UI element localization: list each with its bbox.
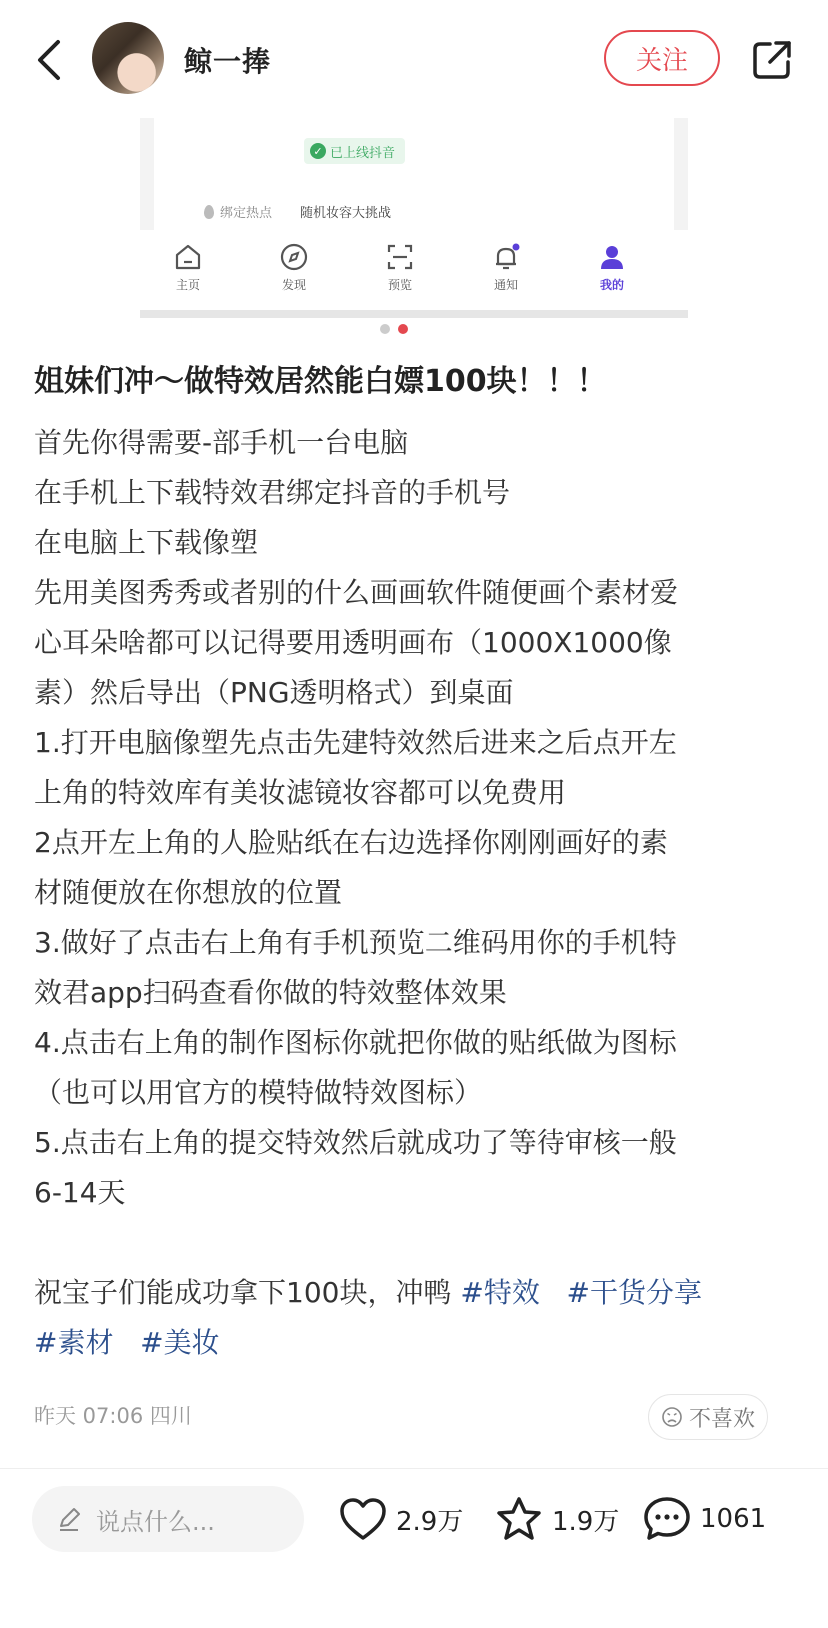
comment-input[interactable] [32,1486,304,1552]
follow-button[interactable]: 关注 [604,30,720,86]
body-line: 素）然后导出（PNG透明格式）到桌面 [34,676,514,709]
scan-icon [385,242,415,272]
flame-icon [204,205,214,219]
image-tab-label: 主页 [175,278,200,292]
image-tab-discover [254,230,334,310]
comment-bubble-icon [642,1495,692,1543]
like-button[interactable] [338,1492,463,1546]
like-count: 2.9万 [396,1506,464,1537]
avatar[interactable] [92,22,164,94]
image-tab-home [148,230,228,310]
comment-button[interactable] [642,1492,766,1546]
body-line: 上角的特效库有美妆滤镜妆容都可以免费用 [34,776,567,809]
hashtag-link[interactable]: #美妆 [140,1326,220,1359]
post-body [34,418,794,1368]
closing-text: 祝宝子们能成功拿下100块，冲鸭 [34,1276,452,1309]
check-icon: ✓ [310,143,326,159]
carousel-indicator[interactable] [380,324,420,336]
body-line: 5.点击右上角的提交特效然后就成功了等待审核一般 [34,1126,677,1159]
body-line: 心耳朵啥都可以记得要用透明画布（1000X1000像 [34,626,672,659]
hashtag-link[interactable]: #特效 [460,1276,540,1309]
image-tab-notify [466,230,546,310]
star-icon [494,1495,544,1543]
body-line: 6-14天 [34,1176,126,1209]
favorite-button[interactable] [494,1492,619,1546]
image-content-panel [140,118,688,230]
tags-line [34,1318,794,1368]
body-line: 2点开左上角的人脸贴纸在右边选择你刚刚画好的素 [34,826,668,859]
body-line: 1.打开电脑像塑先点击先建特效然后进来之后点开左 [34,726,677,759]
image-tab-label: 我的 [599,278,624,292]
image-tab-label: 预览 [387,278,412,292]
image-tab-bar [140,230,688,310]
online-badge [304,138,405,164]
pencil-icon [56,1506,82,1532]
hashtag-link[interactable]: #素材 [34,1326,114,1359]
home-icon [173,242,203,272]
dislike-button[interactable] [648,1394,768,1440]
closing-line [34,1268,794,1318]
bell-icon [491,242,521,272]
image-tab-label: 发现 [281,278,306,292]
post-meta: 昨天 07:06 四川 [34,1404,192,1428]
post-image[interactable] [140,118,688,318]
author-name[interactable]: 鲸一捧 [184,45,272,78]
dislike-label: 不喜欢 [688,1406,755,1432]
comment-count: 1061 [700,1504,767,1534]
image-tab-preview [360,230,440,310]
online-badge-label: 已上线抖音 [330,145,396,161]
back-arrow-icon[interactable] [34,36,64,84]
body-line: 效君app扫码查看你做的特效整体效果 [34,976,507,1009]
body-line: （也可以用官方的模特做特效图标） [34,1076,483,1109]
image-tab-me [572,230,652,310]
user-icon [597,242,627,272]
carousel-dot[interactable] [380,324,390,334]
body-line: 材随便放在你想放的位置 [34,876,343,909]
compass-icon [279,242,309,272]
hot-topic-label-text: 绑定热点 [220,206,273,221]
hashtag-link[interactable]: #干货分享 [566,1276,702,1309]
body-line: 4.点击右上角的制作图标你就把你做的贴纸做为图标 [34,1026,677,1059]
body-line: 首先你得需要-部手机一台电脑 [34,426,409,459]
carousel-dot-active[interactable] [398,324,408,334]
divider [0,1468,828,1469]
body-line: 先用美图秀秀或者别的什么画画软件随便画个素材爱 [34,576,679,609]
post-title: 姐妹们冲～做特效居然能白嫖100块！！！ [34,364,607,399]
body-line: 3.做好了点击右上角有手机预览二维码用你的手机特 [34,926,677,959]
body-line: 在手机上下载特效君绑定抖音的手机号 [34,476,511,509]
hot-topic-label [204,202,272,221]
sad-face-icon [661,1406,683,1428]
favorite-count: 1.9万 [552,1506,620,1537]
top-bar [0,0,828,118]
hot-topic-value: 随机妆容大挑战 [300,206,392,221]
share-icon[interactable] [750,38,794,82]
body-line: 在电脑上下载像塑 [34,526,259,559]
comment-placeholder: 说点什么... [96,1507,215,1536]
image-tab-label: 通知 [493,278,518,292]
image-bottom-strip [140,310,688,318]
heart-icon [338,1496,388,1542]
